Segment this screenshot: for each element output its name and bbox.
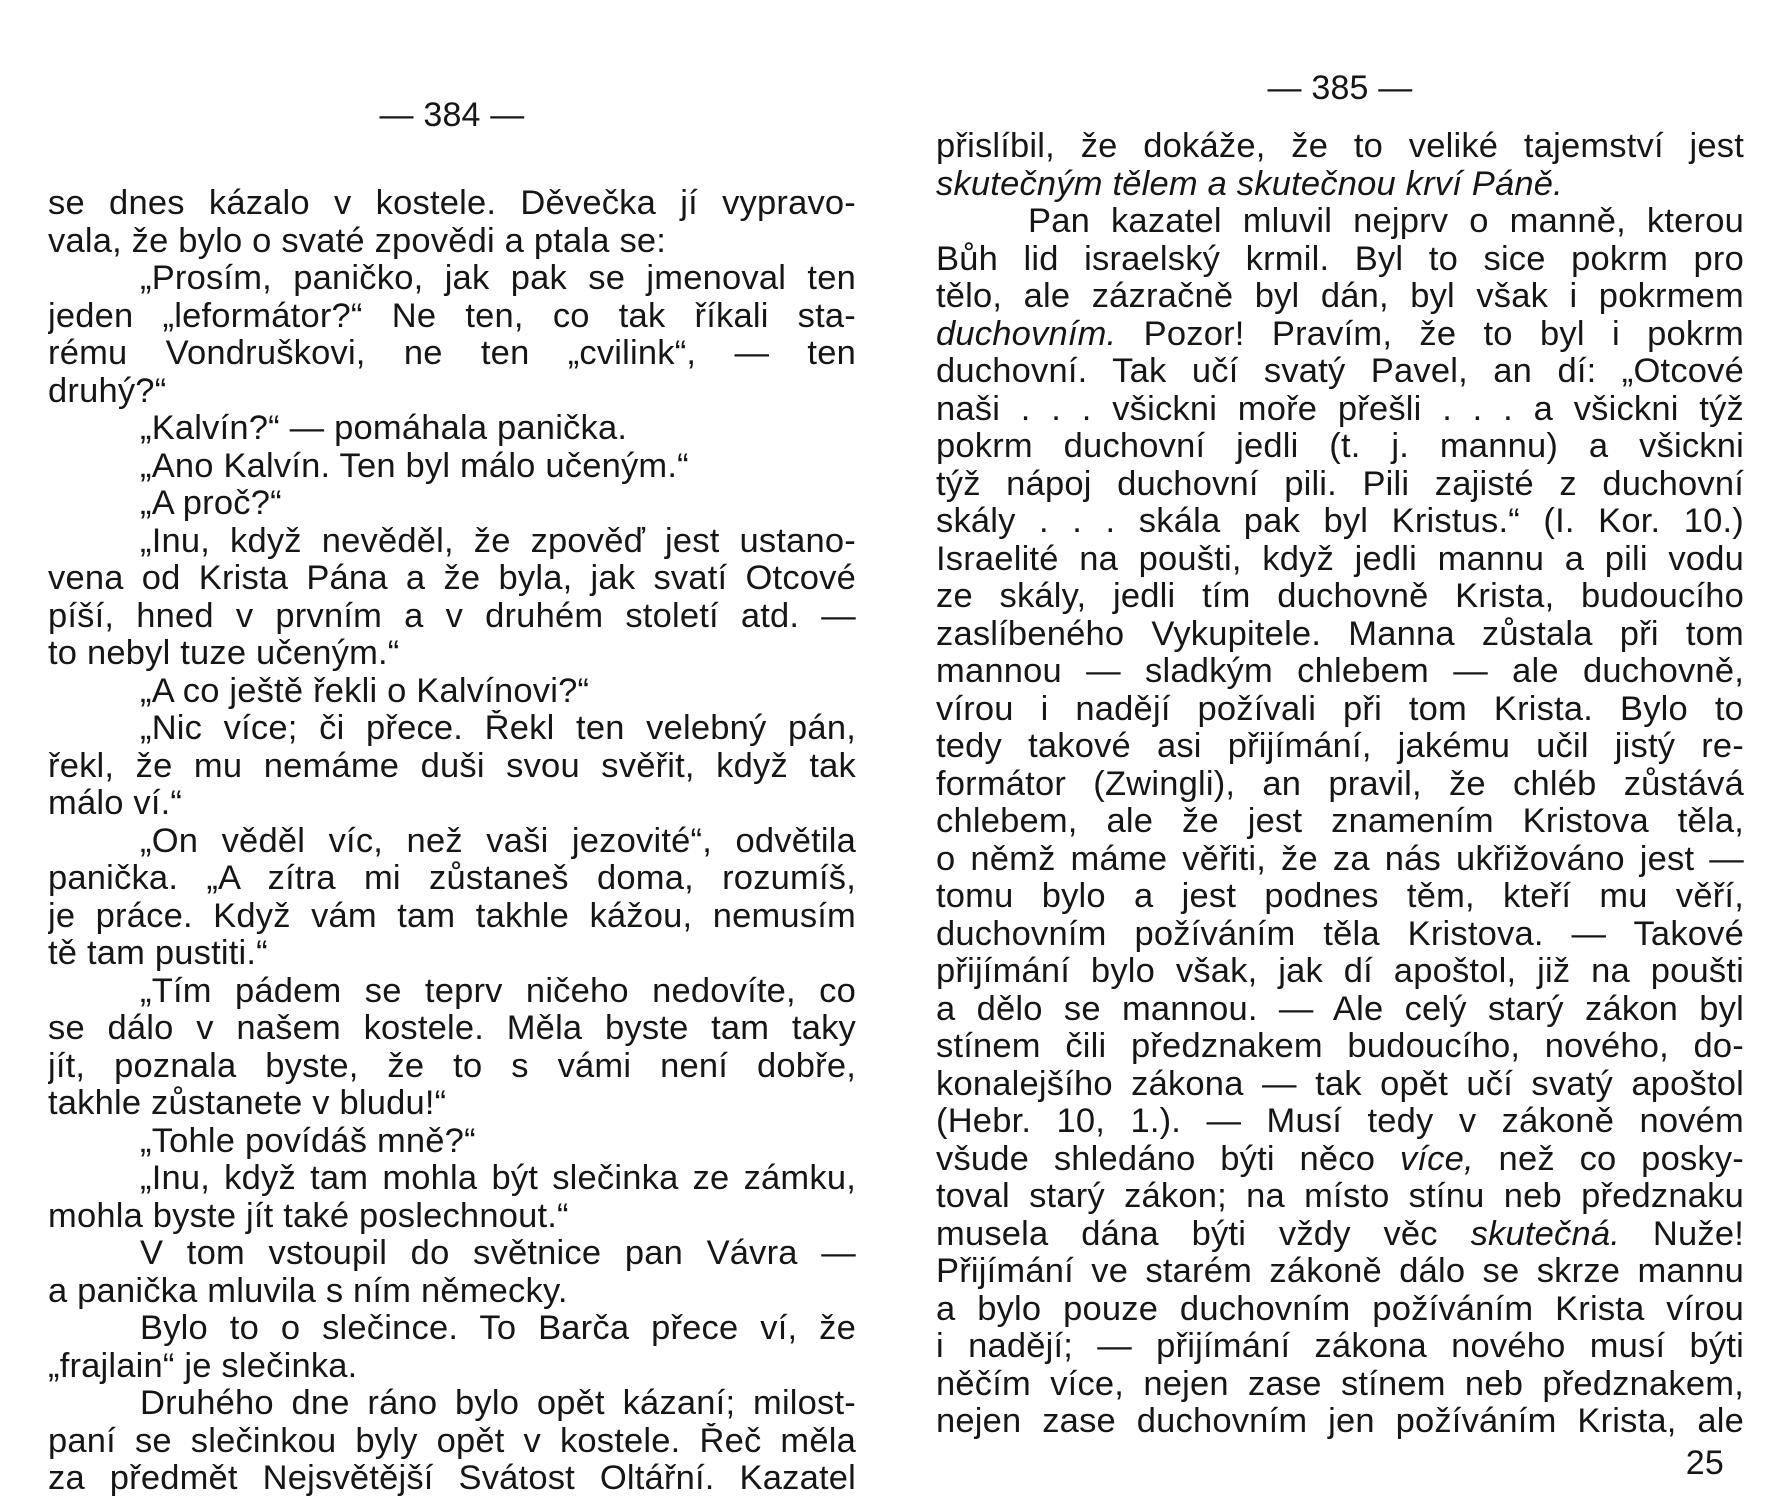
text-segment: všude shledáno býti něco <box>936 1140 1400 1178</box>
text-line: vena od Krista Pána a že byla, jak svatí Otcové <box>48 560 856 597</box>
text-segment: Nuže! <box>1620 1215 1744 1253</box>
text-line <box>936 503 1744 541</box>
text-segment: a bylo pouze duchovním požíváním Krista vírou <box>936 1290 1744 1328</box>
text-segment: Přijímání ve starém zákoně dálo se skrze mannu <box>936 1253 1744 1290</box>
text-line <box>936 428 1744 466</box>
text-line: je práce. Když vám tam takhle kážou, nemusím <box>48 897 856 935</box>
text-line <box>936 1178 1744 1216</box>
text-segment: než co posky- <box>1473 1140 1744 1178</box>
text-line <box>936 466 1744 504</box>
text-line: takhle zůstanete v bludu!“ <box>48 1085 447 1122</box>
text-line: vala, že bylo o svaté zpovědi a ptala se: <box>48 222 667 260</box>
text-segment: přijímání bylo však, jak dí apoštol, již na poušti <box>936 953 1744 990</box>
text-line <box>936 653 1744 691</box>
text-segment: pokrm duchovní jedli (t. j. mannu) a všickni <box>936 428 1744 465</box>
text-segment: týž nápoj duchovní pili. Pili zajisté z duchovní <box>936 465 1744 503</box>
text-segment: něčím více, nejen zase stínem neb předznakem, <box>936 1365 1744 1403</box>
italic-text: více, <box>1399 1140 1474 1178</box>
text-line <box>936 353 1744 391</box>
text-line <box>936 803 1744 841</box>
text-line <box>936 1366 1744 1404</box>
page-number-right: — 385 — <box>1267 69 1413 107</box>
text-segment: musela dána býti vždy věc <box>936 1215 1471 1253</box>
text-line <box>936 541 1744 579</box>
text-segment: nejen zase duchovním jen požíváním Krista, ale <box>936 1403 1744 1440</box>
text-line <box>936 1328 1744 1366</box>
text-line <box>936 316 1744 354</box>
text-segment: Israelité na poušti, když jedli mannu a pili vodu <box>936 540 1744 578</box>
text-line: řekl, že mu nemáme duši svou svěřit, když tak <box>48 747 856 785</box>
text-segment: Bůh lid israelský krmil. Byl to sice pokrm pro <box>936 240 1744 278</box>
italic-text: duchovním. <box>936 315 1117 353</box>
text-segment: konalejšího zákona — tak opět učí svatý apoštol <box>936 1065 1744 1103</box>
text-line: „Tím pádem se teprv ničeho nedovíte, co <box>140 972 856 1010</box>
text-line: „Prosím, paničko, jak pak se jmenoval ten <box>140 260 856 297</box>
text-line <box>936 991 1744 1029</box>
text-segment: i nadějí; — přijímání zákona nového musí býti <box>936 1328 1744 1365</box>
text-line <box>936 391 1744 429</box>
text-segment: stínem čili předznakem budoucího, nového, do- <box>936 1028 1744 1065</box>
text-line: „Inu, když tam mohla být slečinka ze zámku, <box>140 1160 856 1197</box>
text-segment: tomu bylo a jest podnes těm, kteří mu věří, <box>936 878 1744 915</box>
text-line: jeden „leformátor?“ Ne ten, co tak říkali sta- <box>48 297 856 335</box>
text-line: „Kalvín?“ — pomáhala panička. <box>140 410 628 447</box>
text-line: V tom vstoupil do světnice pan Vávra — <box>140 1235 856 1272</box>
text-line: jít, poznala byste, že to s vámi není dobře, <box>48 1047 856 1085</box>
text-line: „Tohle povídáš mně?“ <box>140 1122 476 1160</box>
text-segment: duchovní. Tak učí svatý Pavel, an dí: „Otcové <box>936 353 1744 390</box>
text-line: „frajlain“ je slečinka. <box>48 1347 358 1385</box>
text-segment: tělo, ale zázračně byl dán, byl však i pokrmem <box>936 278 1744 315</box>
text-line <box>936 766 1744 804</box>
text-line: „Nic více; či přece. Řekl ten velebný pán, <box>140 710 856 747</box>
text-segment: mannou — sladkým chlebem — ale duchovně, <box>936 653 1744 690</box>
text-line <box>936 878 1744 916</box>
text-line <box>936 728 1744 766</box>
text-line: „On věděl víc, než vaši jezovité“, odvětila <box>140 822 856 860</box>
text-line <box>936 128 1744 166</box>
text-line: se dnes kázalo v kostele. Děvečka jí vypravo- <box>48 185 856 222</box>
text-segment: tedy takové asi přijímání, jakému učil jistý re- <box>936 728 1744 765</box>
text-line: za předmět Nejsvětější Svátost Oltářní. Kazatel <box>48 1460 856 1497</box>
text-line <box>936 841 1744 879</box>
signature-mark: 25 <box>1685 1443 1724 1482</box>
text-line: Bylo to o slečince. To Barča přece ví, že <box>140 1310 856 1347</box>
text-segment: ze skály, jedli tím duchovně Krista, budoucího <box>936 578 1744 615</box>
text-line <box>936 916 1744 954</box>
text-segment: duchovním požíváním těla Kristova. — Takové <box>936 915 1744 953</box>
text-segment: o němž máme věřiti, že za nás ukřižováno jest — <box>936 840 1744 878</box>
text-segment: přislíbil, že dokáže, že to veliké tajemství jest <box>936 128 1744 165</box>
italic-text: skutečná. <box>1470 1215 1621 1253</box>
text-line: píší, hned v prvním a v druhém století atd. — <box>48 597 856 635</box>
text-line: rému Vondruškovi, ne ten „cvilink“, — ten <box>48 335 856 372</box>
text-line <box>936 1028 1744 1066</box>
right-page-text <box>936 128 1744 1441</box>
text-line: druhý?“ <box>48 372 167 410</box>
text-line <box>936 1253 1744 1291</box>
text-segment: naši . . . všickni moře přešli . . . a všickni týž <box>936 390 1744 428</box>
text-line <box>936 578 1744 616</box>
text-segment: formátor (Zwingli), an pravil, že chléb zůstává <box>936 765 1744 803</box>
text-line: a panička mluvila s ním německy. <box>48 1272 568 1310</box>
left-page-text <box>48 185 856 1498</box>
italic-text: skutečným tělem a skutečnou krví Páně. <box>936 165 1563 203</box>
text-line: „Ano Kalvín. Ten byl málo učeným.“ <box>140 447 689 485</box>
text-line <box>936 1216 1744 1254</box>
text-line: „Inu, když nevěděl, že zpověď jest ustano- <box>140 522 856 560</box>
text-segment: vírou i nadějí požívali při tom Krista. Bylo to <box>936 690 1744 728</box>
text-line <box>936 241 1744 279</box>
text-line: mohla byste jít také poslechnout.“ <box>48 1197 569 1235</box>
text-segment: skály . . . skála pak byl Kristus.“ (I. Kor. 10.) <box>936 503 1744 540</box>
text-line: málo ví.“ <box>48 785 183 822</box>
text-segment: (Hebr. 10, 1.). — Musí tedy v zákoně novém <box>936 1103 1744 1140</box>
text-line: „A proč?“ <box>140 485 282 522</box>
page-number-left: — 384 — <box>379 96 525 134</box>
text-line <box>936 166 1744 204</box>
text-segment: a dělo se mannou. — Ale celý starý zákon byl <box>936 990 1744 1028</box>
text-line <box>936 203 1744 241</box>
left-page <box>48 60 856 1498</box>
text-line: „A co ještě řekli o Kalvínovi?“ <box>140 672 590 710</box>
text-line <box>936 953 1744 991</box>
text-line <box>936 691 1744 729</box>
text-line: panička. „A zítra mi zůstaneš doma, rozumíš, <box>48 860 856 897</box>
text-line: se dálo v našem kostele. Měla byste tam taky <box>48 1010 856 1047</box>
text-line <box>936 1403 1744 1441</box>
text-line <box>936 1291 1744 1329</box>
text-line <box>936 1066 1744 1104</box>
text-line: to nebyl tuze učeným.“ <box>48 635 400 672</box>
text-segment: zaslíbeného Vykupitele. Manna zůstala při tom <box>936 615 1744 653</box>
text-line <box>936 1141 1744 1179</box>
text-segment: Pozor! Pravím, že to byl i pokrm <box>1116 315 1744 353</box>
text-segment: toval starý zákon; na místo stínu neb předznaku <box>936 1178 1744 1215</box>
text-line: tě tam pustiti.“ <box>48 935 268 972</box>
text-segment: Pan kazatel mluvil nejprv o manně, kterou <box>1028 203 1744 240</box>
text-line <box>936 278 1744 316</box>
text-segment: chlebem, ale že jest znamením Kristova těla, <box>936 803 1744 840</box>
text-line <box>936 1103 1744 1141</box>
text-line: paní se slečinkou byly opět v kostele. Řeč měla <box>48 1422 856 1460</box>
text-line: Druhého dne ráno bylo opět kázaní; milost- <box>140 1385 856 1422</box>
right-page <box>936 60 1744 1483</box>
text-line <box>936 616 1744 654</box>
